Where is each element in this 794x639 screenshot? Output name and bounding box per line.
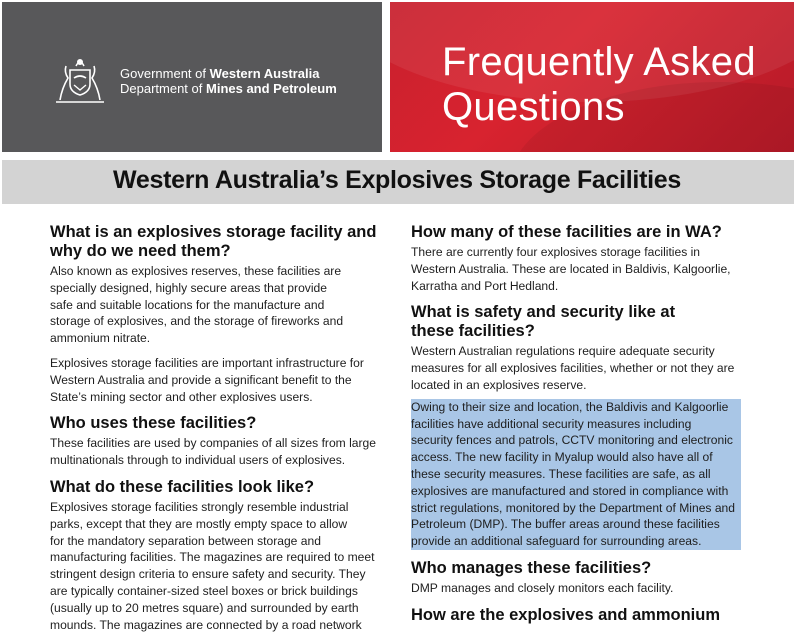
answer-paragraph: Explosives storage facilities are important infrastructure for Western Australia and provide a significant benefit to the State’s mining sector and other explosives users. (50, 355, 364, 404)
selected-text-paragraph[interactable]: Owing to their size and location, the Baldivis and Kalgoorlie facilities have additional security measures including security fences and patrols, CCTV monitoring and electronic access. The new facility in Myalup would also have all of these security measures. These facilities are safe, as all explosives are manufactured and stored in compliance with strict regulations, monitored by the Department of Mines and Petroleum (DMP). The buffer areas around these facilities provide an additional safeguard for surrounding areas. (411, 399, 741, 550)
question-heading: How are the explosives and ammonium (411, 605, 721, 624)
question-heading: What do these facilities look like? (50, 477, 315, 496)
answer-paragraph: DMP manages and closely monitors each facility. (411, 580, 674, 595)
header-government-panel (2, 2, 382, 152)
coat-of-arms-icon (50, 52, 110, 106)
header-faq-panel (390, 2, 794, 152)
answer-paragraph: These facilities are used by companies of all sizes from large multinationals through to individual users of explosives. (50, 436, 377, 468)
answer-paragraph: Explosives storage facilities strongly resemble industrial parks, except that they are mostly empty space to allow for the mandatory separation between storage and manufacturing facilities. The magazines are required to meet stringent design criteria to ensure safety and security. They are typically container-sized steel boxes or brick buildings (usually up to 20 metres square) and surrounded by earth mounds. The magazines are connected by a road network (50, 499, 375, 632)
right-column (411, 223, 741, 625)
document-title: Western Australia’s Explosives Storage Facilities (113, 166, 681, 194)
government-wordmark: Government of Western Australia Department of Mines and Petroleum (120, 66, 337, 96)
question-heading: Who manages these facilities? (411, 558, 652, 577)
left-column (50, 223, 380, 633)
question-heading: What is safety and security like at these facilities? (411, 303, 676, 341)
answer-paragraph: There are currently four explosives storage facilities in Western Australia. These are located in Baldivis, Kalgoorlie, Karratha and Port Hedland. (411, 245, 731, 293)
faq-heading: Frequently Asked Questions (442, 40, 756, 129)
answer-paragraph: Also known as explosives reserves, these facilities are specially designed, highly secure areas that provide safe and suitable locations for the manufacture and storage of explosives, and the storage of fireworks and ammonium nitrate. (50, 264, 344, 346)
question-heading: What is an explosives storage facility and why do we need them? (50, 223, 377, 260)
question-heading: Who uses these facilities? (50, 414, 257, 433)
answer-paragraph: Western Australian regulations require adequate security measures for all explosives facilities, whether or not they are located in an explosives reserve. (411, 344, 735, 392)
question-heading: How many of these facilities are in WA? (411, 223, 722, 241)
